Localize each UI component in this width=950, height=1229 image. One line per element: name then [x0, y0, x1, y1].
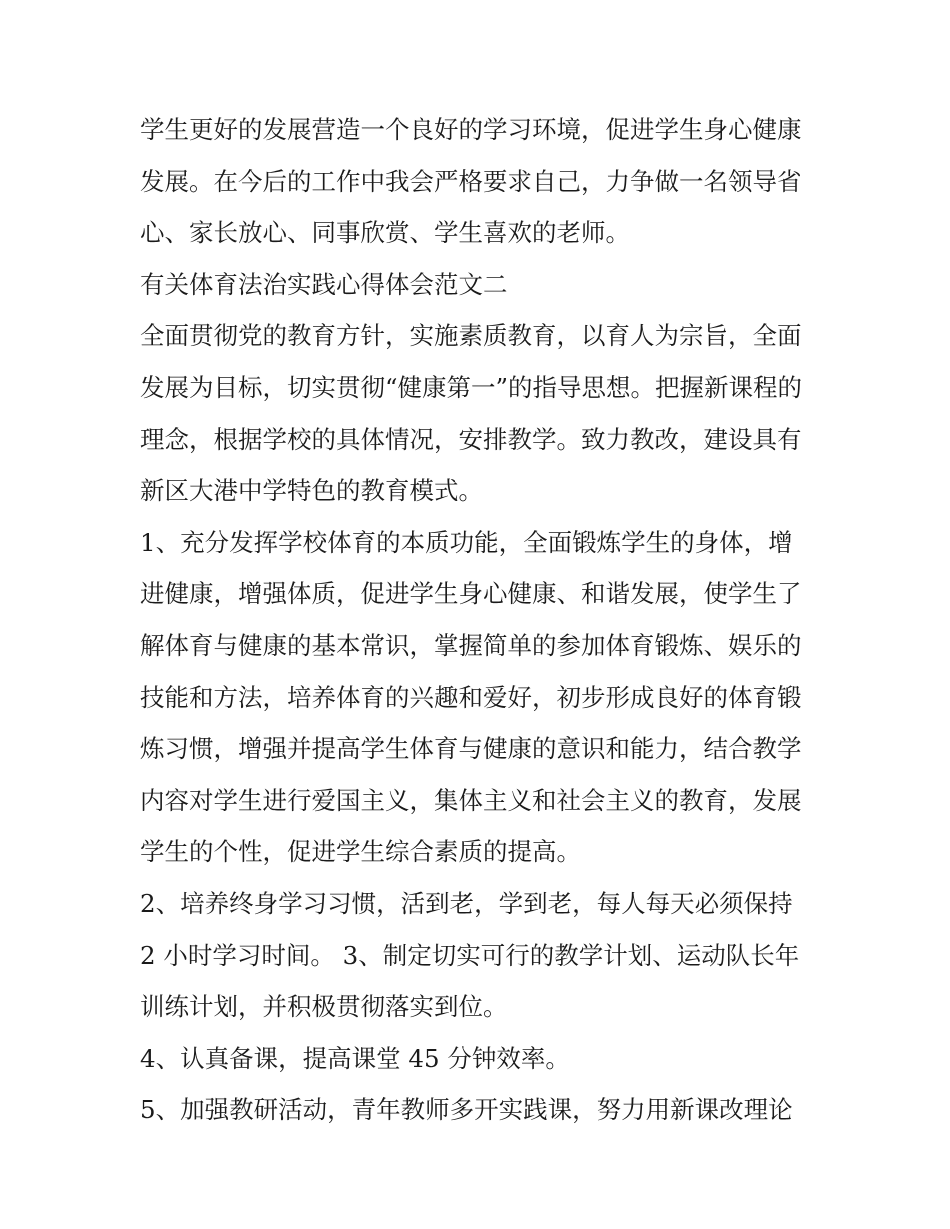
document-body: [140, 104, 820, 1136]
text-line: 新区大港中学特色的教育模式。: [140, 476, 483, 506]
text-line: 心、家长放心、同事欣赏、学生喜欢的老师。: [140, 218, 630, 248]
text-line: 炼习惯，增强并提高学生体育与健康的意识和能力，结合教学: [140, 734, 802, 764]
list-item: 5、加强教研活动，青年教师多开实践课，努力用新课改理论: [140, 1095, 793, 1125]
list-item: 1、充分发挥学校体育的本质功能，全面锻炼学生的身体，增: [140, 527, 793, 557]
text-line: 发展为目标，切实贯彻“健康第一”的指导思想。把握新课程的: [140, 372, 803, 402]
text-line: 全面贯彻党的教育方针，实施素质教育，以育人为宗旨，全面: [140, 321, 802, 351]
text-line: 进健康，增强体质，促进学生身心健康、和谐发展，使学生了: [140, 579, 802, 609]
text-line: 理念，根据学校的具体情况，安排教学。致力教改，建设具有: [140, 424, 802, 454]
text-line: 学生的个性，促进学生综合素质的提高。: [140, 837, 581, 867]
text-line: 训练计划，并积极贯彻落实到位。: [140, 992, 508, 1022]
list-item: 2、培养终身学习习惯，活到老，学到老，每人每天必须保持: [140, 888, 793, 918]
text-line: 内容对学生进行爱国主义，集体主义和社会主义的教育，发展: [140, 785, 802, 815]
list-item: 4、认真备课，提高课堂 45 分钟效率。: [140, 1043, 570, 1073]
text-line: 技能和方法，培养体育的兴趣和爱好，初步形成良好的体育锻: [140, 682, 802, 712]
text-line: 解体育与健康的基本常识，掌握简单的参加体育锻炼、娱乐的: [140, 630, 802, 660]
section-heading: 有关体育法治实践心得体会范文二: [140, 269, 508, 299]
text-line: 2 小时学习时间。 3、制定切实可行的教学计划、运动队长年: [140, 940, 800, 970]
text-line: 发展。在今后的工作中我会严格要求自己，力争做一名领导省: [140, 166, 802, 196]
text-line: 学生更好的发展营造一个良好的学习环境，促进学生身心健康: [140, 115, 802, 144]
